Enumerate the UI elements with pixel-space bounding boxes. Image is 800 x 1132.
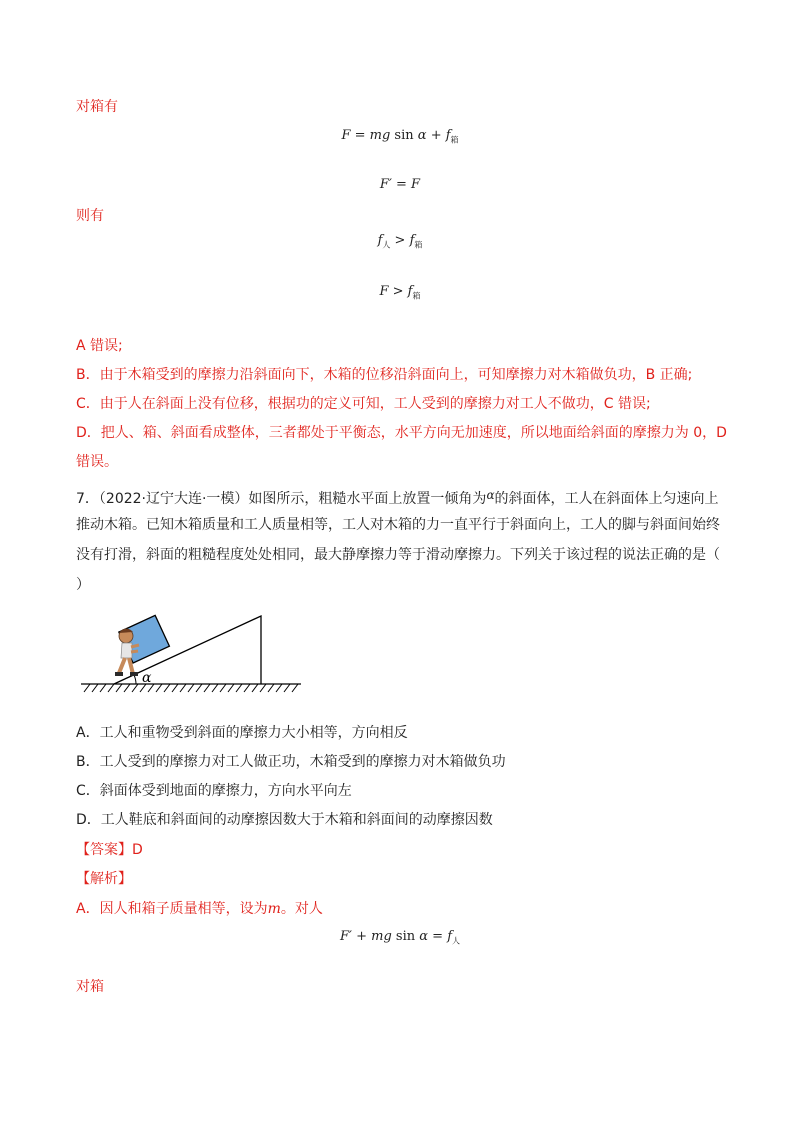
eq4-sub: 箱 [412,291,421,301]
equation-reaction-force [0,177,800,192]
option-c: C．斜面体受到地面的摩擦力，方向水平向左 [76,783,352,799]
analysis-m: m [267,901,281,917]
eq1-sub: 箱 [450,135,459,145]
text-option-c-analysis: C．由于人在斜面上没有位移，根据功的定义可知，工人受到的摩擦力对工人不做功，C 错误; [76,396,651,412]
question-alpha: α [486,488,495,502]
eq3-f: f [377,233,383,248]
eq3-sub2: 箱 [414,240,423,250]
analysis-label: 【解析】 [76,871,132,887]
eq3-gt: > f [390,233,415,248]
equation-force-compare [0,284,800,302]
text-option-b-analysis: B．由于木箱受到的摩擦力沿斜面向下，木箱的位移沿斜面向上，可知摩擦力对木箱做负功，B 正确; [76,367,693,383]
angle-arc [134,675,136,684]
eq5-alpha: α [419,929,429,944]
eq5-eq: = f [428,929,452,944]
question-line-4: ） [76,577,90,593]
eq1-sin: sin [394,128,414,143]
equation-worker [0,929,800,947]
eq4-f: F > f [379,284,413,299]
eq1-left: F = mg [341,128,391,143]
incline-figure [76,612,306,694]
option-b: B．工人受到的摩擦力对工人做正功，木箱受到的摩擦力对木箱做负功 [76,754,506,770]
question-line-1-prefix: 7．（2022·辽宁大连·一模）如图所示，粗糙水平面上放置一倾角为 [76,491,487,507]
question-line-2: 推动木箱。已知木箱质量和工人质量相等，工人对木箱的力一直平行于斜面向上，工人的脚与斜面间始终 [76,517,720,533]
ground-hatching [84,684,298,692]
text-a-wrong: A 错误; [76,338,123,354]
angle-label: α [142,670,152,686]
text-for-box: 对箱有 [76,99,118,115]
option-a: A．工人和重物受到斜面的摩擦力大小相等，方向相反 [76,725,408,741]
eq1-plus: + f [430,128,451,143]
text-option-d-analysis-1: D．把人、箱、斜面看成整体，三者都处于平衡态，水平方向无加速度，所以地面给斜面的摩擦力为 0，D [76,425,727,441]
analysis-a-line [76,899,323,919]
text-option-d-analysis-2: 错误。 [76,454,118,470]
question-line-1 [76,485,719,509]
equation-box-force [0,128,800,146]
analysis-a-suffix: 。对人 [280,901,323,917]
incline-svg [76,612,306,694]
option-d: D．工人鞋底和斜面间的动摩擦因数大于木箱和斜面间的动摩擦因数 [76,812,493,828]
eq5-sub: 人 [452,936,460,946]
equation-friction-compare [0,233,800,251]
question-line-1-suffix: 的斜面体，工人在斜面体上匀速向上 [494,491,719,507]
analysis-a-prefix: A．因人和箱子质量相等，设为 [76,901,268,917]
answer-label: 【答案】D [76,842,143,858]
text-then: 则有 [76,208,104,224]
eq2: F′ = F [379,177,421,192]
eq5-left: F′ + mg [339,929,392,944]
text-for-box-2: 对箱 [76,979,104,995]
question-line-3: 没有打滑，斜面的粗糙程度处处相同，最大静摩擦力等于滑动摩擦力。下列关于该过程的说法正确的是（ [76,547,720,563]
eq1-alpha: α [417,128,427,143]
eq5-sin: sin [395,929,416,944]
eq3-sub1: 人 [382,240,391,250]
